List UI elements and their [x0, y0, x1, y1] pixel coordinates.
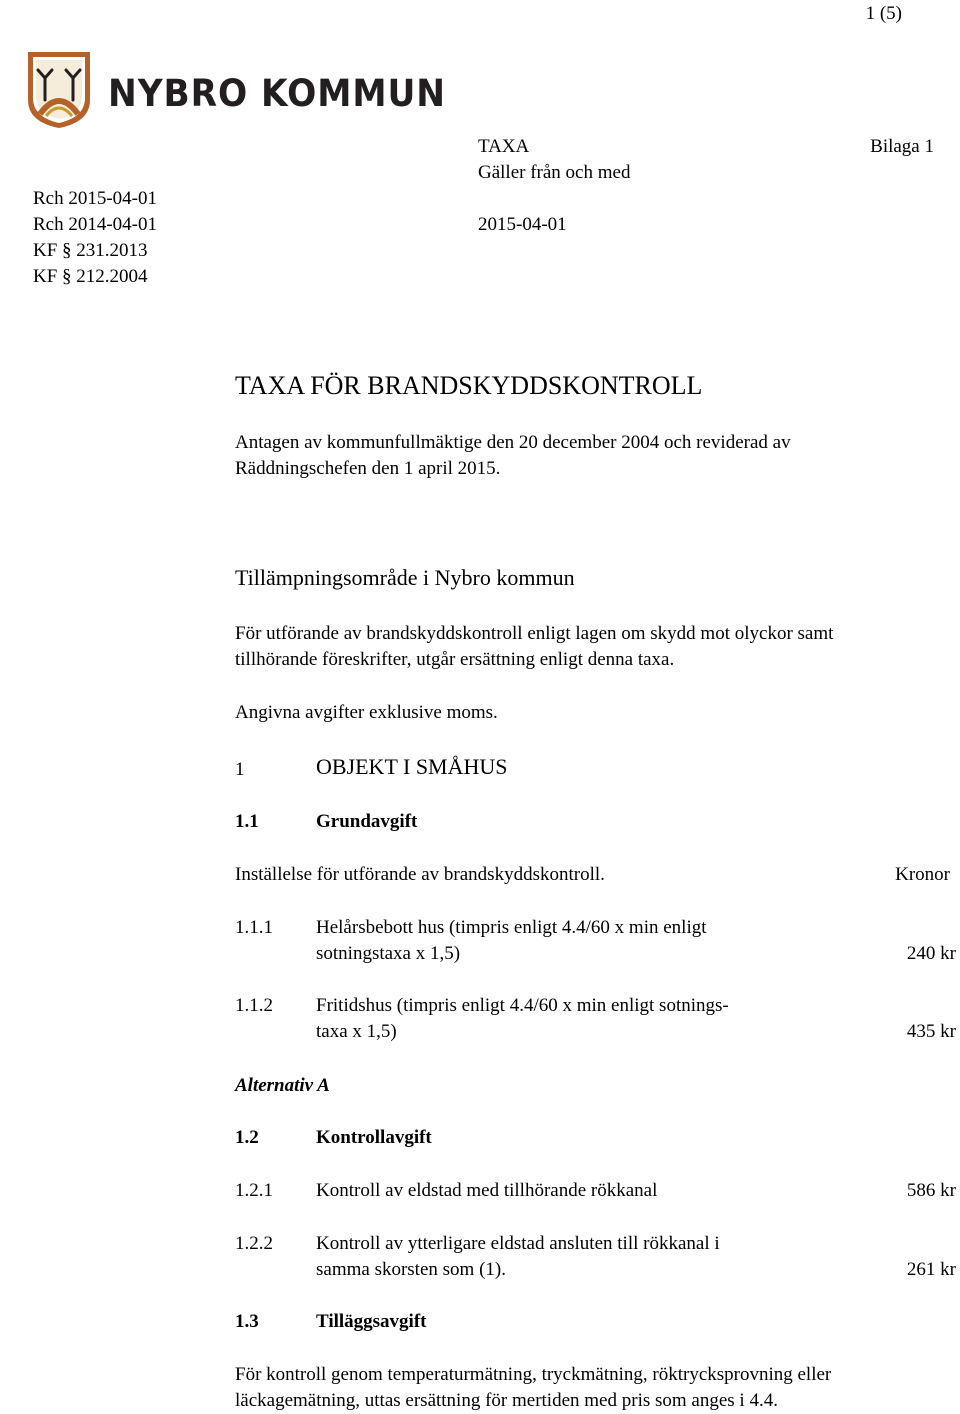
scope-line-2: tillhörande föreskrifter, utgår ersättning enligt denna taxa. [235, 649, 675, 670]
doc-type: TAXA [478, 136, 530, 157]
section-1-2-number: 1.2 [235, 1127, 259, 1148]
item-1-2-2-price: 261 kr [906, 1259, 956, 1280]
item-1-2-1-number: 1.2.1 [235, 1180, 273, 1201]
ref-4: KF § 212.2004 [33, 266, 148, 287]
item-1-1-1-line-2: sotningstaxa x 1,5) [316, 943, 461, 964]
alternative-label: Alternativ A [235, 1075, 330, 1096]
ref-1: Rch 2015-04-01 [33, 188, 158, 209]
scope-heading: Tillämpningsområde i Nybro kommun [235, 565, 575, 590]
scope-line-1: För utförande av brandskyddskontroll enligt lagen om skydd mot olyckor samt [235, 623, 834, 644]
item-1-1-2-number: 1.1.2 [235, 995, 273, 1016]
section-1-1-number: 1.1 [235, 811, 259, 832]
vat-note: Angivna avgifter exklusive moms. [235, 702, 498, 723]
currency-header: Kronor [895, 864, 950, 885]
section-1-1-title: Grundavgift [316, 811, 418, 832]
intro-line-2: Räddningschefen den 1 april 2015. [235, 458, 501, 479]
item-1-2-2-number: 1.2.2 [235, 1233, 273, 1254]
ref-3: KF § 231.2013 [33, 240, 148, 261]
section-1-3-number: 1.3 [235, 1311, 259, 1332]
item-1-1-1-price: 240 kr [906, 943, 956, 964]
item-1-1-1-line-1: Helårsbebott hus (timpris enligt 4.4/60 x min enligt [316, 917, 707, 938]
logo-text: NYBRO KOMMUN [108, 72, 446, 115]
item-1-2-2-line-1: Kontroll av ytterligare eldstad ansluten till rökkanal i [316, 1233, 720, 1254]
section-1-3-title: Tilläggsavgift [316, 1311, 427, 1332]
section-1-3-line-1: För kontroll genom temperaturmätning, tryckmätning, röktrycksprovning eller [235, 1364, 832, 1385]
item-1-1-2-line-2: taxa x 1,5) [316, 1021, 397, 1042]
section-1-title: OBJEKT I SMÅHUS [316, 754, 508, 779]
nybro-kommun-logo [24, 48, 450, 130]
item-1-1-2-price: 435 kr [906, 1021, 956, 1042]
item-1-1-1-number: 1.1.1 [235, 917, 273, 938]
ref-2: Rch 2014-04-01 [33, 214, 158, 235]
section-1-3-line-2: läckagemätning, uttas ersättning för mertiden med pris som anges i 4.4. [235, 1390, 778, 1411]
item-1-2-1-price: 586 kr [906, 1180, 956, 1201]
item-1-2-2-line-2: samma skorsten som (1). [316, 1259, 506, 1280]
item-1-1-2-line-1: Fritidshus (timpris enligt 4.4/60 x min enligt sotnings- [316, 995, 729, 1016]
intro-line-1: Antagen av kommunfullmäktige den 20 december 2004 och reviderad av [235, 432, 791, 453]
item-1-2-1-line-1: Kontroll av eldstad med tillhörande rökkanal [316, 1180, 658, 1201]
attachment-label: Bilaga 1 [870, 136, 934, 157]
page-number: 1 (5) [865, 3, 902, 24]
section-1-2-title: Kontrollavgift [316, 1127, 432, 1148]
section-1-1-description: Inställelse för utförande av brandskyddskontroll. [235, 864, 605, 885]
coat-of-arms-icon [28, 52, 90, 128]
section-1-number: 1 [235, 759, 245, 780]
valid-from-label: Gäller från och med [478, 162, 631, 183]
document-title: TAXA FÖR BRANDSKYDDSKONTROLL [235, 371, 703, 400]
valid-from-date: 2015-04-01 [478, 214, 567, 235]
